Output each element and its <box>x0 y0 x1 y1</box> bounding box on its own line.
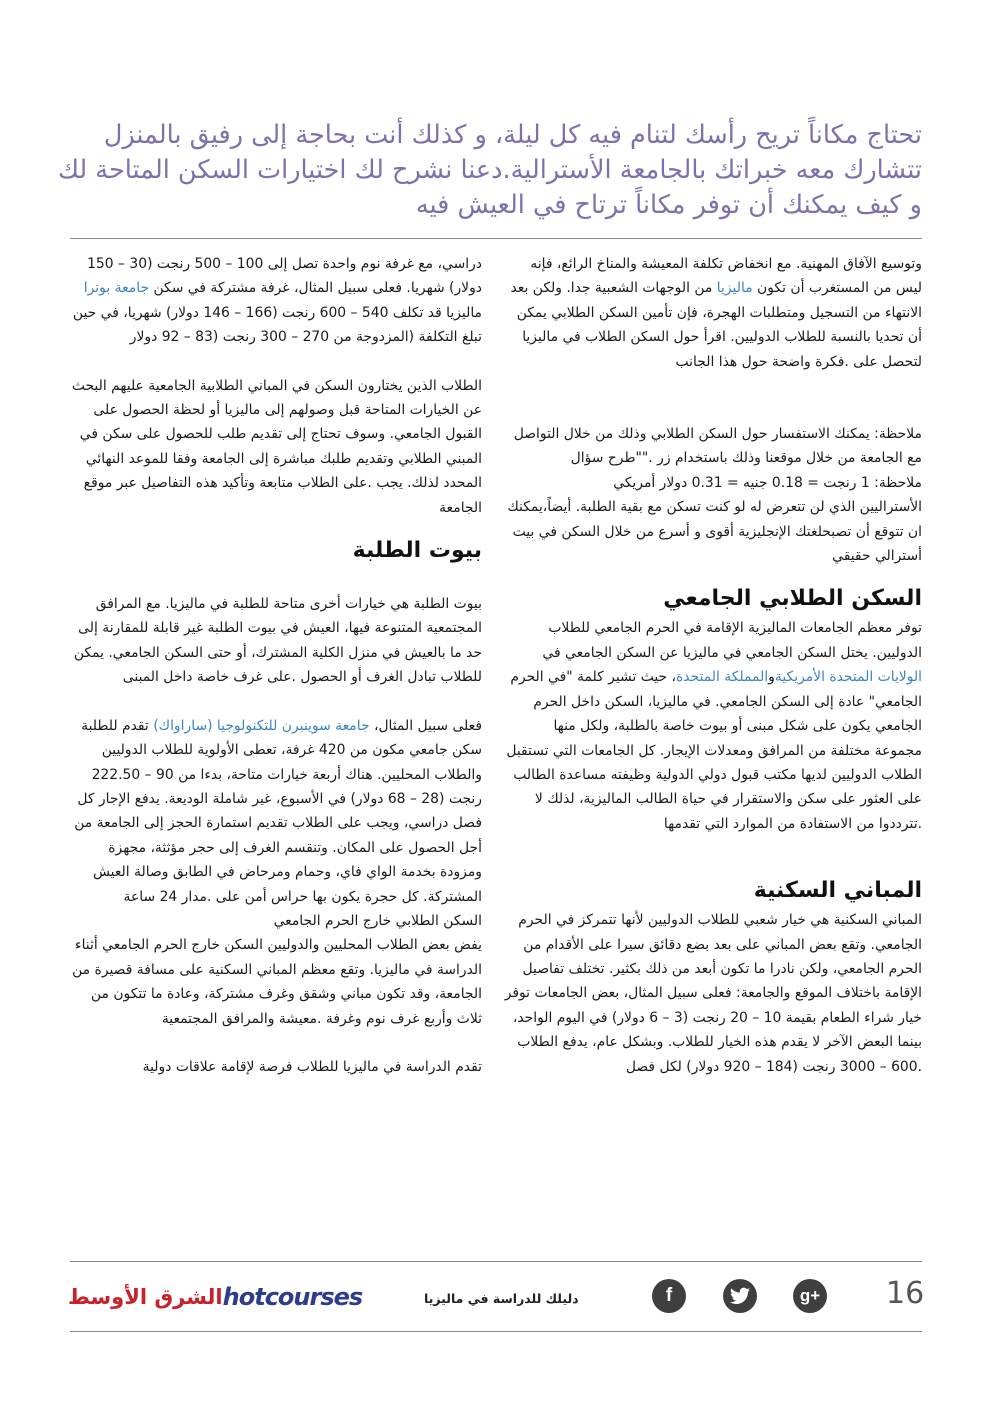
spacer <box>504 374 922 398</box>
spacer <box>504 398 922 422</box>
left-column <box>64 252 482 1079</box>
paragraph <box>504 616 922 836</box>
text: ، حيث تشير كلمة "في الحرم الجامعي" عادة إلى السكن الجامعي. في ماليزيا، السكن داخل الحرم الجامعي يكون على شكل مبنى أو بيوت خاصة بالطلبة، ولكل منها مجموعة مختلفة من المرافق ومعدلات الإيجار. كل الجامعات التي تستقبل الطلاب الدوليين لديها مكتب قبول دولي الدولية وظيفته مساعدة الطالب على العثور على سكن والاستقرار في حياة الطالب الماليزية، لذلك لا .تترددوا من الاستفادة من الموارد التي تقدمها <box>506 669 922 832</box>
text: و <box>768 669 775 686</box>
right-column <box>504 252 922 1079</box>
text: ماليزيا قد تكلف 540 – 600 رنجت (166 – 146 دولار) شهريا، في حين تبلغ التكلفة (المزدوجة من 270 – 300 رنجت (83 – 92 دولار <box>72 304 482 346</box>
link-usa[interactable]: الولايات المتحدة الأمريكية <box>774 669 922 686</box>
googleplus-icon[interactable]: g+ <box>793 1279 827 1313</box>
paragraph <box>64 252 482 350</box>
spacer <box>504 860 922 874</box>
footer-divider-bottom <box>70 1331 922 1332</box>
paragraph: بيوت الطلبة هي خيارات أخرى متاحة للطلبة في ماليزيا. مع المرافق المجتمعية المتنوعة فيها، العيش في بيوت الطلبة غير قابلة للمقارنة إلى حد ما بالعيش في منزل الكلية المشترك، أو حتى السكن الجامعي. يمكن للطلاب تبادل الغرف أو الحصول .على غرف خاصة داخل المبنى <box>73 596 482 686</box>
logo-arabic: الشرق الأوسط <box>68 1285 223 1309</box>
publisher-logo <box>68 1283 362 1313</box>
logo-hotcourses: hotcourses <box>222 1283 363 1311</box>
twitter-bird-icon <box>730 1287 750 1305</box>
twitter-icon[interactable] <box>723 1279 757 1313</box>
paragraph: الطلاب الذين يختارون السكن في المباني الطلابية الجامعية عليهم البحث عن الخيارات المتاحة قبل وصولهم إلى ماليزيا أو لحظة الحصول على القبول الجامعي. وسوف تحتاج إلى تقديم طلب للحصول على سكن في المبني الطلابي وتقديم طلبك مباشرة إلى الجامعة وفقا للموعد النهائي المحدد لذلك. يجب .على الطلاب متابعة وتأكيد هذه التفاصيل عبر موقع الجامعة <box>71 377 482 516</box>
link-uk[interactable]: المملكة المتحدة <box>676 669 769 686</box>
text: تقدم للطلبة سكن جامعي مكون من 420 غرفة، تعطى الأولوية للطلاب الدوليين والطلاب المحليين. هناك أربعة خيارات متاحة، بدءا من 90 – 222.50 رنجت (28 – 68 دولار) في الأسبوع، غير شاملة الوديعة. يدفع الإجار كل فصل دراسي، ويجب على الطلاب تقديم استمارة الحجز إلى الجامعة من أجل الحصول على المكان. وتنقسم الغرف إلى حجر مؤثثة، مجهزة ومزودة بخدمة الواي فاي، وحمام ومرحاض في الطابق وصالة العيش المشتركة. كل حجرة يكون بها حراس أمن على .مدار 24 ساعة <box>74 717 482 905</box>
paragraph <box>504 252 922 374</box>
paragraph: تقدم الدراسة في ماليزيا للطلاب فرصة لإقامة علاقات دولية <box>142 1058 482 1075</box>
paragraph: الأستراليين الذي لن تتعرض له لو كنت تسكن مع بقية الطلبة. أيضاً،يمكنك ان تتوقع أن تصبحلغتك الإنجليزية أقوى و أسرع من خلال السكن في بيت أسترالي حقيقي <box>507 499 922 565</box>
footer-divider-top <box>70 1261 922 1262</box>
intro-line: و كيف يمكنك أن توفر مكاناً ترتاح في العيش فيه <box>415 190 922 220</box>
spacer <box>64 1031 482 1055</box>
paragraph: المباني السكنية هي خيار شعبي للطلاب الدوليين لأنها تتمركز في الحرم الجامعي. وتقع بعض المباني على بعد بضع دقائق سيرا على الأقدام من الحرم الجامعي، ولكن نادرا ما تكون أبعد من ذلك بكثير. تختلف تفاصيل الإقامة باختلاف الموقع والجامعة: فعلى سبيل المثال، بعض الجامعات توفر خيار شراء الطعام بقيمة 10 – 20 رنجت (3 – 6 دولار) في اليوم الواحد، بينما البعض الآخر لا يقدم هذه الخيار للطلاب. وبشكل عام، يدفع الطلاب .600 – 3000 رنجت (184 – 920 دولار) لكل فصل <box>504 912 922 1075</box>
subheading-off-campus: السكن الطلابي خارج الحرم الجامعي <box>273 912 482 929</box>
spacer <box>64 350 482 374</box>
text: دراسي، مع غرفة نوم واحدة تصل إلى 100 – 500 رنجت (30 – 150 دولار) شهريا. فعلى سبيل المثال، غرفة مشتركة في سكن <box>87 256 482 297</box>
page-number: 16 <box>886 1276 925 1311</box>
spacer <box>504 836 922 860</box>
text: فعلى سبيل المثال، <box>369 717 482 734</box>
intro-line: تتشارك معه خبراتك بالجامعة الأسترالية.دعنا نشرح لك اختيارات السكن المتاحة لك <box>57 155 922 185</box>
link-malaysia[interactable]: ماليزيا <box>716 280 753 297</box>
paragraph: يفض بعض الطلاب المحليين والدوليين السكن خارج الحرم الجامعي أثناء الدراسة في ماليزيا. وتقع معظم المباني السكنية على مسافة قصيرة من الجامعة، وقد تكون مباني وشقق وغرف مشتركة، وعادة ما تتكون من ثلاث وأربع غرف نوم وغرفة .معيشة والمرافق المجتمعية <box>72 937 482 1027</box>
intro-line: تحتاج مكاناً تريح رأسك لتنام فيه كل ليلة، و كذلك أنت بحاجة إلى رفيق بالمنزل <box>103 120 922 150</box>
facebook-icon[interactable]: f <box>652 1279 686 1313</box>
note-ask-question: ملاحظة: يمكنك الاستفسار حول السكن الطلابي وذلك من خلال التواصل مع الجامعة من خلال موقعنا وذلك باستخدام زر .""طرح سؤال <box>513 426 922 467</box>
intro-text <box>57 118 922 223</box>
text: توفر معظم الجامعات الماليزية الإقامة في الحرم الجامعي للطلاب الدوليين. يختل السكن الجامعي في ماليزيا عن السكن الجامعي في <box>542 620 922 661</box>
guide-title: دليلك للدراسة في ماليزيا <box>424 1291 579 1306</box>
top-divider <box>70 238 922 239</box>
spacer <box>64 568 482 592</box>
heading-campus-housing: السكن الطلابي الجامعي <box>663 586 922 612</box>
spacer <box>64 520 482 534</box>
note-currency: ملاحظة: 1 رنجت = 0.18 جنيه = 0.31 دولار أمريكي <box>613 474 922 491</box>
text: من الوجهات الشعبية جدا. ولكن بعد الانتهاء من التسجيل ومتطلبات الهجرة، فإن تأمين السكن الطلابي يمكن أن تحديا بالنسبة للطلاب الدوليين. اقرأ حول السكن الطلاب في ماليزيا لتحصل على .فكرة واضحة حول هذا الجانب <box>510 280 922 370</box>
paragraph <box>64 714 482 909</box>
link-swinburne[interactable]: جامعة سوينبرن للتكنولوجيا (ساراواك) <box>153 717 370 734</box>
heading-residential-buildings: المباني السكنية <box>753 878 922 904</box>
heading-student-houses: بيوت الطلبة <box>352 538 482 564</box>
spacer <box>504 568 922 582</box>
link-putra-university[interactable]: جامعة بوترا <box>83 280 150 297</box>
spacer <box>64 690 482 714</box>
text: وتوسيع الآفاق المهنية. مع انخفاض تكلفة المعيشة والمناخ الرائع، فإنه ليس من المستغرب أن تكون <box>530 256 922 297</box>
